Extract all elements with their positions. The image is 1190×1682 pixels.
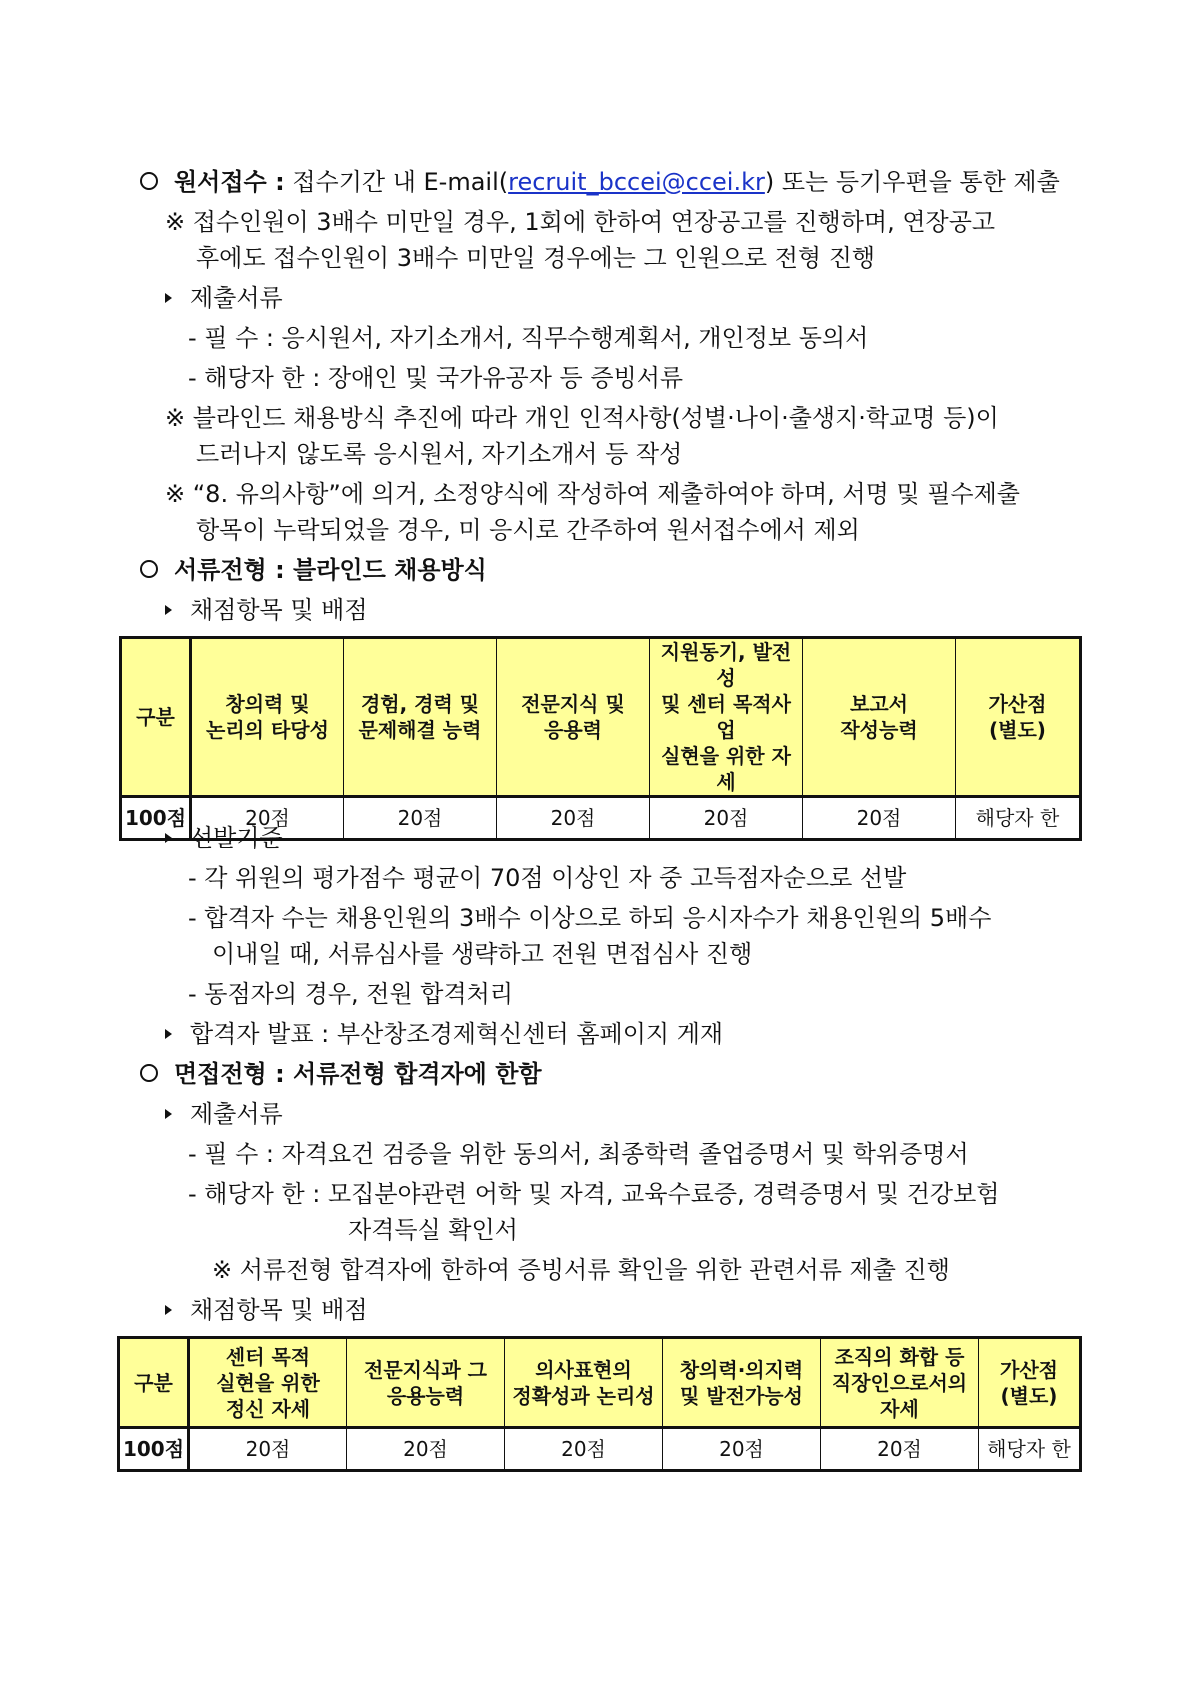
note-line: 항목이 누락되었을 경우, 미 응시로 간주하여 원서접수에서 제외 [196,516,860,544]
table-header: 경험, 경력 및 문제해결 능력 [344,638,497,797]
triangle-bullet-icon [165,1109,172,1119]
optional-docs: - 해당자 한 : 모집분야관련 어학 및 자격, 교육수료증, 경력증명서 및 건강보험 [188,1180,1000,1208]
table-header: 전문지식 및 응용력 [497,638,650,797]
table-cell: 20점 [191,797,344,840]
note-line: ※ 접수인원이 3배수 미만일 경우, 1회에 한하여 연장공고를 진행하며, 연장공고 [165,208,996,236]
subsection-scoring: 채점항목 및 배점 [165,1294,368,1326]
section-interview-heading: 면접전형 : 서류전형 합격자에 한함 [140,1058,542,1090]
required-docs: - 필 수 : 자격요건 검증을 위한 동의서, 최종학력 졸업증명서 및 학위증명서 [188,1140,969,1168]
table-cell: 100점 [119,1428,189,1471]
selection-criteria: - 동점자의 경우, 전원 합격처리 [188,980,514,1008]
note-line: ※ “8. 유의사항”에 의거, 소정양식에 작성하여 제출하여야 하며, 서명 및 필수제출 [165,480,1020,508]
triangle-bullet-icon [165,293,172,303]
table-header: 의사표현의 정확성과 논리성 [505,1338,663,1428]
subsection-docs: 제출서류 [165,282,283,314]
email-link[interactable]: recruit_bccei@ccei.kr [508,168,765,196]
document-screening-table [119,636,1082,841]
table-header: 창의력 및 논리의 타당성 [191,638,344,797]
table-cell: 20점 [347,1428,505,1471]
table-cell: 20점 [497,797,650,840]
table-header: 지원동기, 발전성 및 센터 목적사업 실현을 위한 자세 [650,638,803,797]
note-line: ※ 블라인드 채용방식 추진에 따라 개인 인적사항(성별·나이·출생지·학교명 등)이 [165,404,999,432]
subsection-docs: 제출서류 [165,1098,283,1130]
section-application-heading: 원서접수 : 접수기간 내 E-mail(recruit_bccei@ccei.kr) 또는 등기우편을 통한 제출 [140,166,1060,198]
triangle-bullet-icon [165,833,172,843]
note-line: 드러나지 않도록 응시원서, 자기소개서 등 작성 [196,440,683,468]
table-cell: 100점 [121,797,191,840]
table-header: 보고서 작성능력 [803,638,956,797]
table-cell: 20점 [189,1428,347,1471]
selection-criteria: - 각 위원의 평가점수 평균이 70점 이상인 자 중 고득점자순으로 선발 [188,864,907,892]
section-title: 원서접수 : [174,168,285,196]
table-cell: 20점 [803,797,956,840]
table-cell: 20점 [650,797,803,840]
table-header: 조직의 화합 등 직장인으로서의 자세 [821,1338,979,1428]
table-header: 가산점 (별도) [956,638,1081,797]
note-line: 후에도 접수인원이 3배수 미만일 경우에는 그 인원으로 전형 진행 [196,244,876,272]
subsection-scoring: 채점항목 및 배점 [165,594,368,626]
circle-bullet-icon [140,172,158,190]
table-header: 창의력·의지력 및 발전가능성 [663,1338,821,1428]
triangle-bullet-icon [165,1305,172,1315]
subsection-selection: 선발기준 [165,822,283,854]
table-header: 가산점 (별도) [979,1338,1081,1428]
table-header: 센터 목적 실현을 위한 정신 자세 [189,1338,347,1428]
interview-table [117,1336,1082,1472]
table-header: 전문지식과 그 응용능력 [347,1338,505,1428]
optional-docs: 자격득실 확인서 [348,1216,518,1244]
selection-criteria: 이내일 때, 서류심사를 생략하고 전원 면접심사 진행 [212,940,753,968]
table-cell: 20점 [344,797,497,840]
table-header: 구분 [119,1338,189,1428]
table-cell: 해당자 한 [979,1428,1081,1471]
optional-docs: - 해당자 한 : 장애인 및 국가유공자 등 증빙서류 [188,364,684,392]
circle-bullet-icon [140,1064,158,1082]
table-cell: 해당자 한 [956,797,1081,840]
triangle-bullet-icon [165,1029,172,1039]
table-cell: 20점 [821,1428,979,1471]
note-line: ※ 서류전형 합격자에 한하여 증빙서류 확인을 위한 관련서류 제출 진행 [212,1256,950,1284]
triangle-bullet-icon [165,605,172,615]
section-document-screening-heading: 서류전형 : 블라인드 채용방식 [140,554,487,586]
announcement: 합격자 발표 : 부산창조경제혁신센터 홈페이지 게재 [165,1018,723,1050]
table-row [119,1428,1081,1471]
required-docs: - 필 수 : 응시원서, 자기소개서, 직무수행계획서, 개인정보 동의서 [188,324,869,352]
table-cell: 20점 [663,1428,821,1471]
table-header: 구분 [121,638,191,797]
circle-bullet-icon [140,560,158,578]
selection-criteria: - 합격자 수는 채용인원의 3배수 이상으로 하되 응시자수가 채용인원의 5배수 [188,904,992,932]
table-cell: 20점 [505,1428,663,1471]
